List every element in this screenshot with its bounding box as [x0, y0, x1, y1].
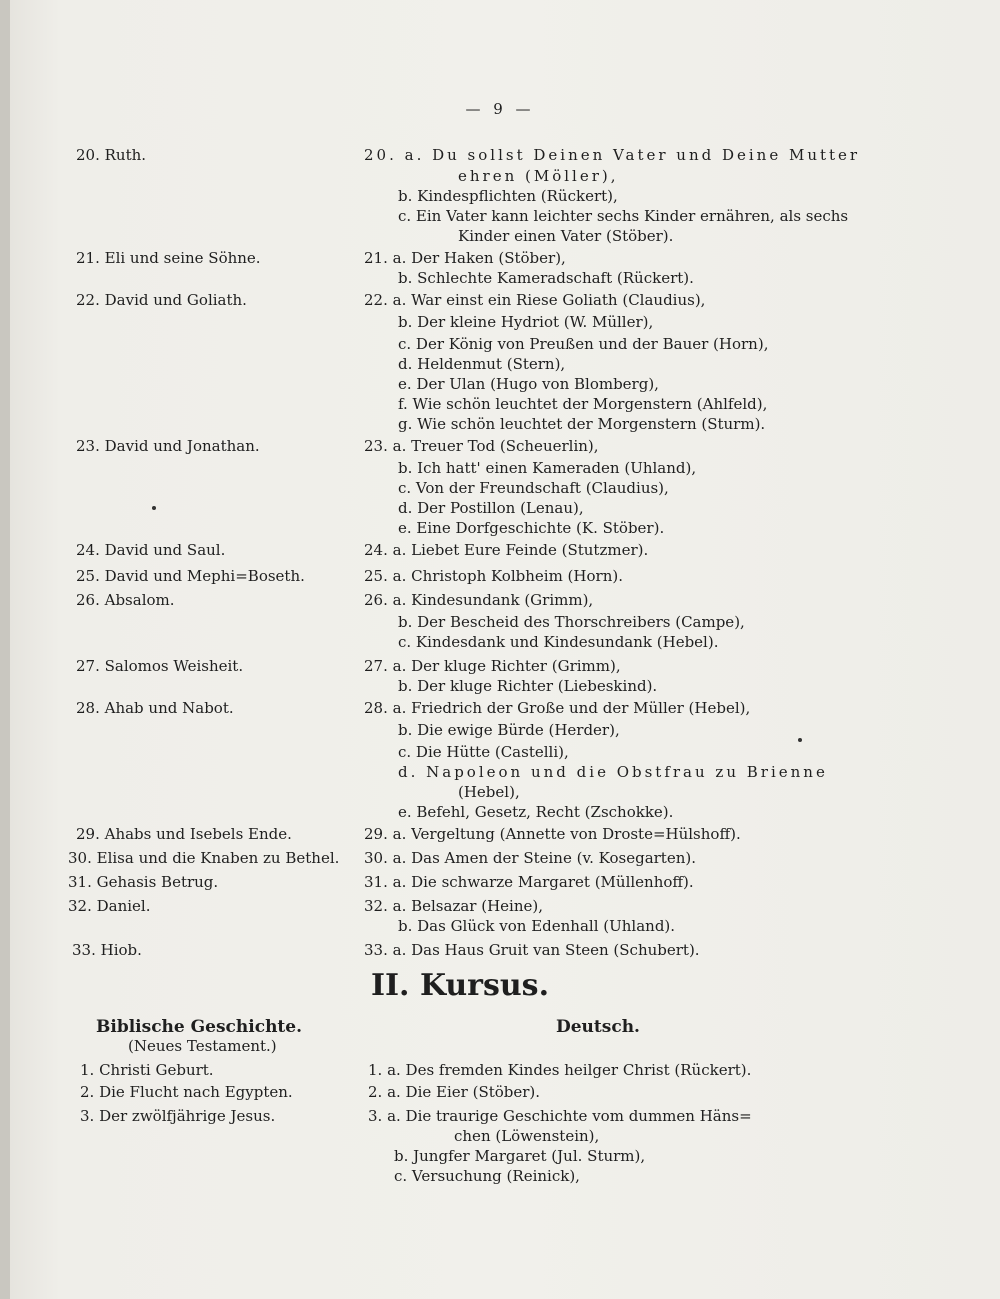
reading-item: 22. a. War einst ein Riese Goliath (Claudius), — [364, 291, 706, 309]
reading-item: 32. a. Belsazar (Heine), — [364, 897, 543, 915]
reading-item: c. Kindesdank und Kindesundank (Hebel). — [398, 633, 719, 651]
reading-item: 23. a. Treuer Tod (Scheuerlin), — [364, 437, 599, 455]
topic-item: 21. Eli und seine Söhne. — [76, 249, 261, 267]
topic-item: 29. Ahabs und Isebels Ende. — [76, 825, 292, 843]
topic-item: 32. Daniel. — [68, 897, 151, 915]
reading-item: d. Napoleon und die Obstfrau zu Brienne — [398, 763, 828, 781]
reading-item: b. Die ewige Bürde (Herder), — [398, 721, 620, 739]
reading-item: 26. a. Kindesundank (Grimm), — [364, 591, 594, 609]
reading-item: e. Eine Dorfgeschichte (K. Stöber). — [398, 519, 665, 537]
topic-item: 33. Hiob. — [72, 941, 142, 959]
column-heading-german: Deutsch. — [556, 1017, 640, 1037]
ink-speck — [152, 506, 156, 510]
topic-item: 20. Ruth. — [76, 146, 147, 164]
reading-item: 2. a. Die Eier (Stöber). — [368, 1083, 541, 1101]
reading-item: e. Befehl, Gesetz, Recht (Zschokke). — [398, 803, 674, 821]
topic-item: 3. Der zwölfjährige Jesus. — [80, 1107, 276, 1125]
reading-item: 21. a. Der Haken (Stöber), — [364, 249, 566, 267]
column-subheading: (Neues Testament.) — [128, 1037, 277, 1055]
reading-item: b. Ich hatt' einen Kameraden (Uhland), — [398, 459, 697, 477]
reading-item: 29. a. Vergeltung (Annette von Droste=Hülshoff). — [364, 825, 741, 843]
reading-item: 1. a. Des fremden Kindes heilger Christ (Rückert). — [368, 1061, 752, 1079]
reading-item: 3. a. Die traurige Geschichte vom dummen Häns= — [368, 1107, 752, 1125]
topic-item: 30. Elisa und die Knaben zu Bethel. — [68, 849, 340, 867]
topic-item: 2. Die Flucht nach Egypten. — [80, 1083, 293, 1101]
reading-item: b. Der kleine Hydriot (W. Müller), — [398, 313, 654, 331]
reading-item: b. Das Glück von Edenhall (Uhland). — [398, 917, 676, 935]
section-heading: II. Kursus. — [370, 968, 550, 1003]
reading-item: g. Wie schön leuchtet der Morgenstern (Sturm). — [398, 415, 766, 433]
reading-item: c. Von der Freundschaft (Claudius), — [398, 479, 669, 497]
reading-item: 28. a. Friedrich der Große und der Müller (Hebel), — [364, 699, 751, 717]
topic-item: 31. Gehasis Betrug. — [68, 873, 219, 891]
reading-item: b. Der Bescheid des Thorschreibers (Campe), — [398, 613, 745, 631]
reading-item: d. Der Postillon (Lenau), — [398, 499, 584, 517]
reading-item: 31. a. Die schwarze Margaret (Müllenhoff). — [364, 873, 694, 891]
topic-item: 26. Absalom. — [76, 591, 175, 609]
reading-item: 24. a. Liebet Eure Feinde (Stutzmer). — [364, 541, 649, 559]
reading-item: 27. a. Der kluge Richter (Grimm), — [364, 657, 621, 675]
reading-item: 30. a. Das Amen der Steine (v. Kosegarten). — [364, 849, 696, 867]
reading-item: b. Jungfer Margaret (Jul. Sturm), — [394, 1147, 646, 1165]
reading-item: c. Der König von Preußen und der Bauer (Horn), — [398, 335, 769, 353]
topic-item: 24. David und Saul. — [76, 541, 226, 559]
reading-item: e. Der Ulan (Hugo von Blomberg), — [398, 375, 659, 393]
topic-item: 28. Ahab und Nabot. — [76, 699, 234, 717]
reading-item: c. Die Hütte (Castelli), — [398, 743, 569, 761]
reading-item: c. Versuchung (Reinick), — [394, 1167, 580, 1185]
reading-item: b. Der kluge Richter (Liebeskind). — [398, 677, 658, 695]
reading-item: ehren (Möller), — [458, 167, 619, 185]
reading-item: c. Ein Vater kann leichter sechs Kinder ernähren, als sechs — [398, 207, 849, 225]
reading-item: b. Kindespflichten (Rückert), — [398, 187, 618, 205]
topic-item: 22. David und Goliath. — [76, 291, 247, 309]
reading-item: f. Wie schön leuchtet der Morgenstern (Ahlfeld), — [398, 395, 768, 413]
topic-item: 1. Christi Geburt. — [80, 1061, 214, 1079]
binding-gutter — [0, 0, 10, 1299]
column-heading-biblical: Biblische Geschichte. — [96, 1017, 303, 1037]
page-number: — 9 — — [465, 100, 535, 118]
topic-item: 27. Salomos Weisheit. — [76, 657, 244, 675]
ink-speck — [798, 738, 802, 742]
topic-item: 23. David und Jonathan. — [76, 437, 260, 455]
topic-item: 25. David und Mephi=Boseth. — [76, 567, 305, 585]
reading-item: chen (Löwenstein), — [454, 1127, 600, 1145]
reading-item: Kinder einen Vater (Stöber). — [458, 227, 674, 245]
reading-item: b. Schlechte Kameradschaft (Rückert). — [398, 269, 694, 287]
reading-item: 25. a. Christoph Kolbheim (Horn). — [364, 567, 623, 585]
reading-item: (Hebel), — [458, 783, 520, 801]
reading-item: d. Heldenmut (Stern), — [398, 355, 566, 373]
reading-item: 20. a. Du sollst Deinen Vater und Deine Mutter — [364, 146, 861, 164]
reading-item: 33. a. Das Haus Gruit van Steen (Schubert). — [364, 941, 700, 959]
